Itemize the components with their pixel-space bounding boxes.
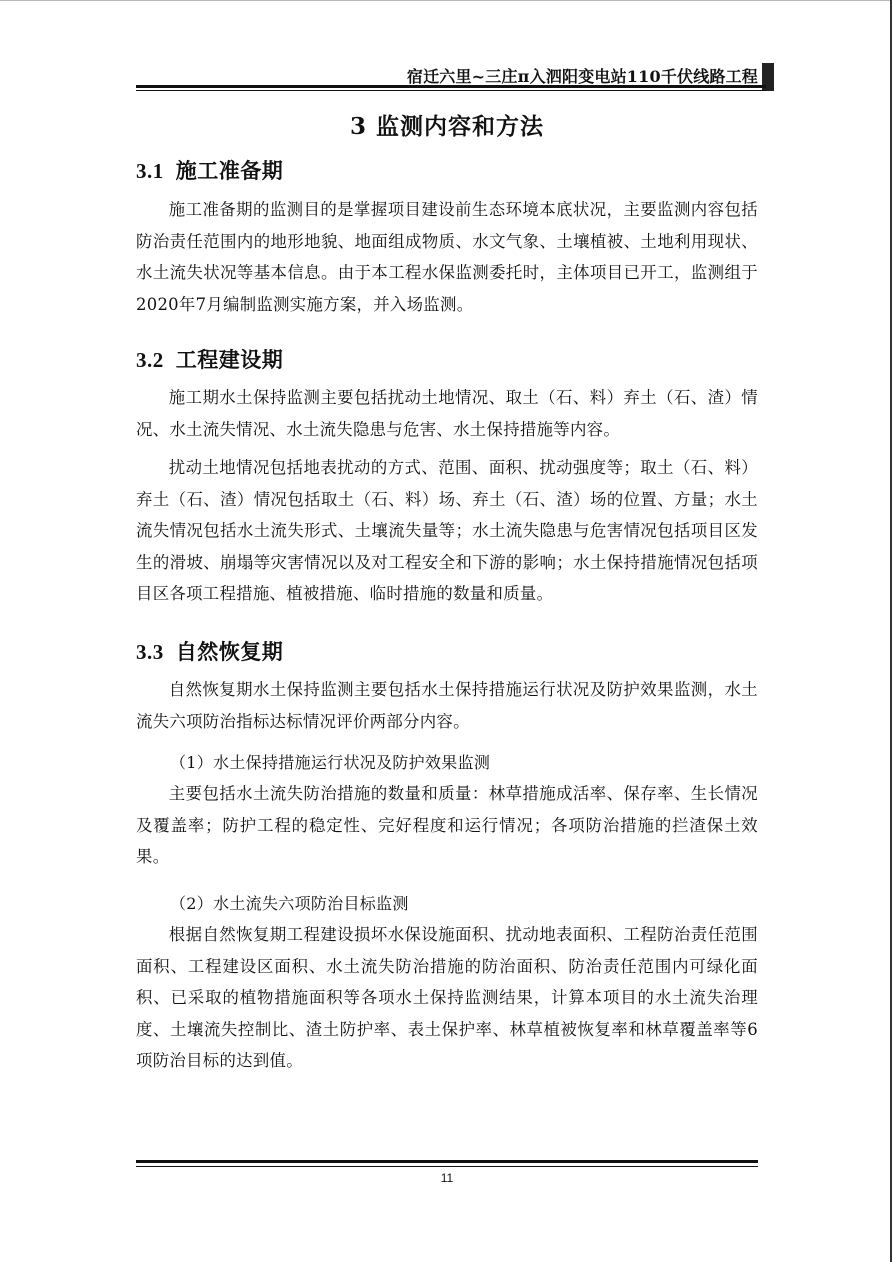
section-title: 工程建设期 — [175, 347, 284, 372]
paragraph: 根据自然恢复期工程建设损坏水保设施面积、扰动地表面积、工程防治责任范围面积、工程建设区面积、水土流失防治措施的防治面积、防治责任范围内可绿化面积、已采取的植物措施面积等各项水土保持监测结果，计算本项目的水土流失治理度、土壤流失控制比、渣土防护率、表土保护率、林草植被恢复率和林草覆盖率等6项防治目标的达到值。 — [136, 925, 758, 1070]
list-item-label: （2）水土流失六项防治目标监测 — [170, 894, 409, 913]
section-heading-3-2 — [136, 344, 283, 374]
list-item-label: （1）水土保持措施运行状况及防护效果监测 — [170, 753, 491, 772]
section-number: 3.3 — [136, 640, 164, 664]
section-number: 3.1 — [136, 159, 164, 183]
paragraph: 施工期水土保持监测主要包括扰动土地情况、取土（石、料）弃土（石、渣）情况、水土流失情况、水土流失隐患与危害、水土保持措施等内容。 — [136, 388, 758, 439]
page-frame-top — [0, 0, 892, 1]
header-rule — [136, 85, 766, 91]
section-title: 自然恢复期 — [175, 639, 284, 664]
running-header-title: 宿迁六里~三庄π入泗阳变电站110千伏线路工程 — [406, 67, 758, 86]
section-title: 施工准备期 — [175, 158, 284, 183]
section-heading-3-1 — [136, 155, 283, 185]
footer-rule — [136, 1160, 758, 1167]
paragraph: 主要包括水土流失防治措施的数量和质量：林草措施成活率、保存率、生长情况及覆盖率；防护工程的稳定性、完好程度和运行情况；各项防治措施的拦渣保土效果。 — [136, 784, 758, 866]
page-number: 11 — [440, 1171, 454, 1185]
section-heading-3-3 — [136, 636, 283, 666]
paragraph: 施工准备期的监测目的是掌握项目建设前生态环境本底状况，主要监测内容包括防治责任范围内的地形地貌、地面组成物质、水文气象、土壤植被、土地利用现状、水土流失状况等基本信息。由于本工程水保监测委托时，主体项目已开工，监测组于2020年7月编制监测实施方案，并入场监测。 — [136, 200, 758, 314]
section-number: 3.2 — [136, 348, 164, 372]
paragraph: 自然恢复期水土保持监测主要包括水土保持措施运行状况及防护效果监测，水土流失六项防治指标达标情况评价两部分内容。 — [136, 680, 758, 731]
paragraph: 扰动土地情况包括地表扰动的方式、范围、面积、扰动强度等；取土（石、料）弃土（石、渣）情况包括取土（石、料）场、弃土（石、渣）场的位置、方量；水土流失情况包括水土流失形式、土壤流失量等；水土流失隐患与危害情况包括项目区发生的滑坡、崩塌等灾害情况以及对工程安全和下游的影响；水土保持措施情况包括项目区各项工程措施、植被措施、临时措施的数量和质量。 — [136, 458, 758, 603]
chapter-title: 3 监测内容和方法 — [349, 113, 544, 140]
